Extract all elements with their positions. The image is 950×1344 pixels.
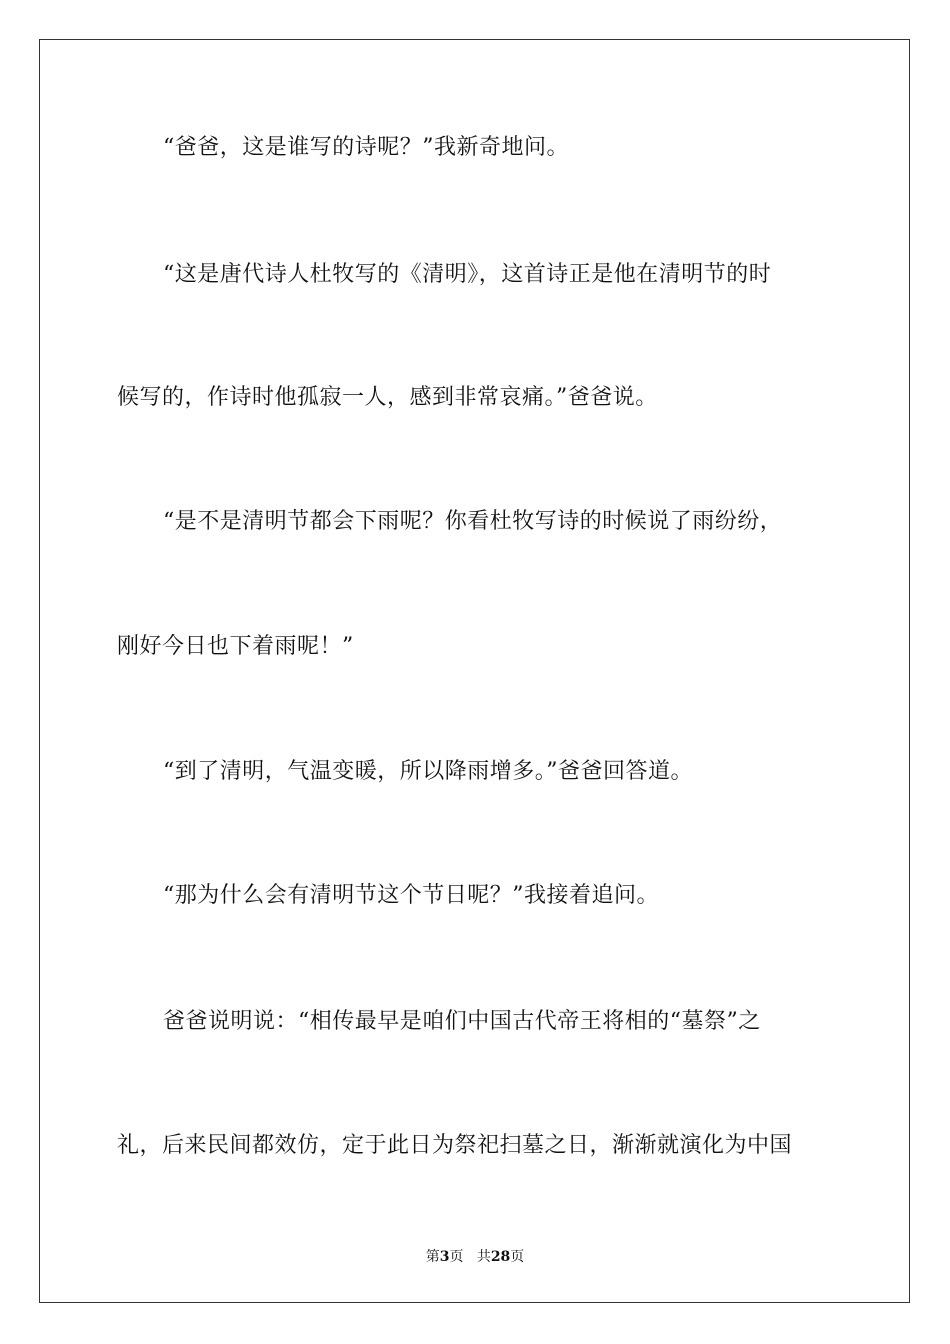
- total-label-suffix: 页: [510, 1249, 525, 1265]
- paragraph-line-3: 候写的，作诗时他孤寂一人，感到非常哀痛。”爸爸说。: [117, 385, 658, 410]
- total-label-prefix: 共: [476, 1249, 491, 1265]
- total-pages: 28: [490, 1249, 511, 1265]
- page-footer: [0, 1247, 950, 1267]
- paragraph-line-9: 礼，后来民间都效仿，定于此日为祭祀扫墓之日，渐渐就演化为中国: [117, 1133, 793, 1158]
- paragraph-line-8: 爸爸说明说：“相传最早是咱们中国古代帝王将相的“墓祭”之: [163, 1009, 761, 1034]
- paragraph-line-5: 刚好今日也下着雨呢！”: [117, 634, 354, 659]
- paragraph-line-4: “是不是清明节都会下雨呢？你看杜牧写诗的时候说了雨纷纷，: [163, 509, 783, 534]
- paragraph-line-7: “那为什么会有清明节这个节日呢？”我接着追问。: [163, 883, 659, 908]
- paragraph-line-6: “到了清明，气温变暖，所以降雨增多。”爸爸回答道。: [163, 759, 693, 784]
- page-label-suffix: 页: [449, 1249, 464, 1265]
- paragraph-line-1: “爸爸，这是谁写的诗呢？”我新奇地问。: [163, 135, 569, 160]
- page-number: 3: [439, 1249, 450, 1265]
- paragraph-line-2: “这是唐代诗人杜牧写的《清明》，这首诗正是他在清明节的时: [163, 262, 772, 287]
- page-label-prefix: 第: [425, 1249, 440, 1265]
- page-border: [39, 39, 910, 1303]
